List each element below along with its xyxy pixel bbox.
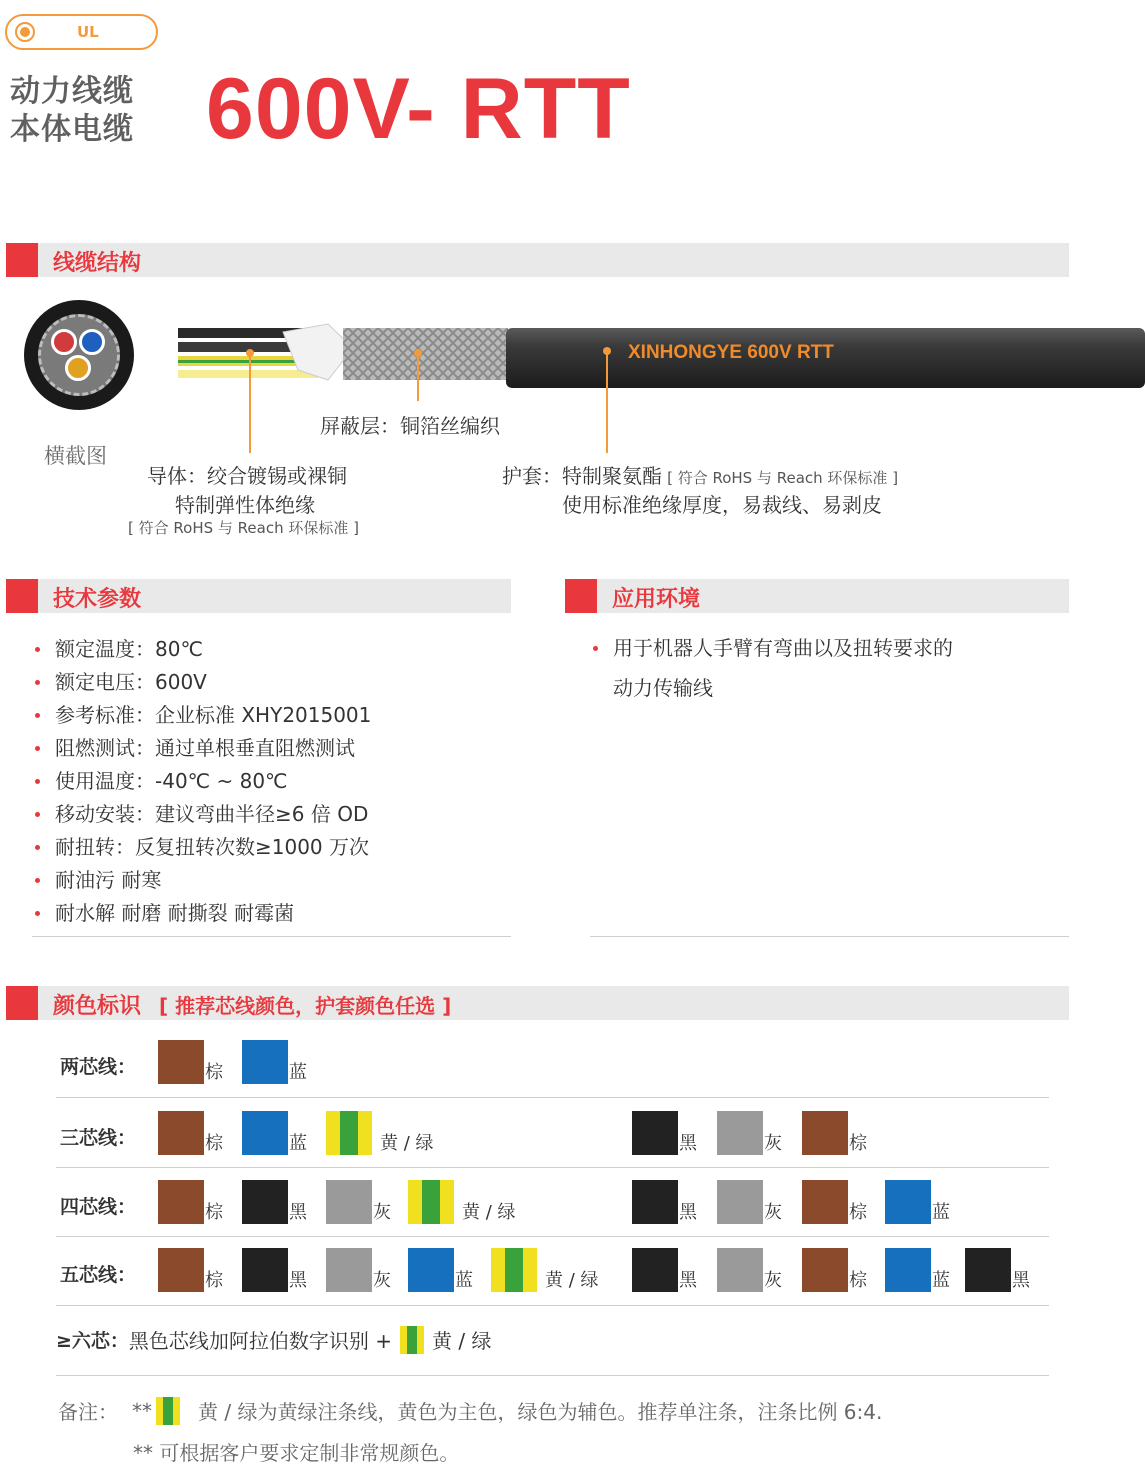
color-chip-gray (326, 1180, 372, 1224)
conductor-pointer-line (249, 353, 251, 453)
color-chip-label: 蓝 (932, 1202, 950, 1223)
shield-pointer-line (417, 353, 419, 401)
color-chip-label: 黄 / 绿 (462, 1202, 516, 1223)
color-chip-label: 棕 (849, 1133, 867, 1154)
color-chip-yellow-green (408, 1180, 454, 1224)
color-chip-black (242, 1180, 288, 1224)
color-chip-label: 黄 / 绿 (545, 1270, 599, 1291)
specs-list (32, 633, 371, 930)
color-chip-black (242, 1248, 288, 1292)
note-line-1: 黄 / 绿为黄绿注条线，黄色为主色，绿色为辅色。推荐单注条，注条比例 6:4. (198, 1400, 883, 1424)
wire-light (178, 370, 318, 378)
color-chip-label: 黑 (679, 1202, 697, 1223)
spec-item: 耐扭转：反复扭转次数≥1000 万次 (32, 831, 371, 864)
application-divider (590, 936, 1069, 937)
category-line-2: 本体电缆 (10, 112, 134, 147)
color-chip-label: 灰 (764, 1270, 782, 1291)
sheath-pointer-line (606, 351, 608, 453)
core-count-label: 两芯线： (60, 1056, 137, 1078)
sheath-detail-label: 使用标准绝缘厚度，易裁线、易剥皮 (562, 493, 882, 517)
yellow-green-stripe-icon (156, 1397, 180, 1425)
application-list (590, 632, 953, 665)
color-chip-label: 棕 (205, 1202, 223, 1223)
row-divider (56, 1305, 1049, 1306)
color-chip-gray (717, 1248, 763, 1292)
note-label: 备注： (58, 1400, 118, 1424)
color-chip-label: 灰 (373, 1202, 391, 1223)
color-chip-brown (158, 1248, 204, 1292)
cable-cross-section-image (24, 300, 134, 410)
note-line-2: ** 可根据客户要求定制非常规颜色。 (133, 1441, 460, 1465)
color-chip-label: 灰 (373, 1270, 391, 1291)
color-chip-label: 黑 (679, 1133, 697, 1154)
category-line-1: 动力线缆 (10, 74, 134, 109)
color-chip-label: 蓝 (455, 1270, 473, 1291)
row-divider (56, 1097, 1049, 1098)
core-yellow (65, 355, 91, 381)
ul-badge-label: UL (77, 23, 99, 41)
color-chip-yellow-green (326, 1111, 372, 1155)
six-plus-label: ≥六芯： (56, 1330, 129, 1352)
color-chip-black (632, 1180, 678, 1224)
color-chip-brown (158, 1111, 204, 1155)
color-chip-blue (885, 1248, 931, 1292)
colors-hint: [ 推荐芯线颜色，护套颜色任选 ] (159, 994, 452, 1018)
color-chip-label: 灰 (764, 1202, 782, 1223)
conductor-label: 导体：绞合镀锡或裸铜 (147, 464, 347, 488)
row-divider (56, 1167, 1049, 1168)
color-chip-label: 棕 (205, 1062, 223, 1083)
color-chip-black (632, 1248, 678, 1292)
application-section-bar (565, 579, 1069, 613)
color-chip-gray (326, 1248, 372, 1292)
color-chip-label: 蓝 (289, 1062, 307, 1083)
core-count-label: 三芯线： (60, 1127, 137, 1149)
six-plus-yg-label: 黄 / 绿 (432, 1329, 492, 1353)
application-item: 用于机器人手臂有弯曲以及扭转要求的 (590, 632, 953, 665)
colors-section-bar (6, 986, 1069, 1020)
specs-divider (32, 936, 511, 937)
color-chip-label: 棕 (205, 1133, 223, 1154)
six-plus-text: 黑色芯线加阿拉伯数字识别 + (128, 1329, 393, 1353)
color-chip-blue (885, 1180, 931, 1224)
color-chip-blue (242, 1040, 288, 1084)
six-plus-row (56, 1325, 492, 1354)
note-row (58, 1396, 882, 1425)
color-chip-label: 黑 (289, 1202, 307, 1223)
spec-item: 移动安装：建议弯曲半径≥6 倍 OD (32, 798, 371, 831)
spec-item: 使用温度：-40℃ ~ 80℃ (32, 765, 371, 798)
radio-dot-icon (15, 22, 35, 42)
application-section-title: 应用环境 (612, 587, 701, 612)
core-count-label: 四芯线： (60, 1196, 137, 1218)
color-chip-label: 黑 (289, 1270, 307, 1291)
section-marker-icon (6, 243, 38, 277)
color-chip-brown (802, 1248, 848, 1292)
ul-certification-badge (5, 14, 158, 50)
color-chip-label: 黑 (679, 1270, 697, 1291)
yellow-green-stripe-icon (400, 1326, 424, 1354)
sheath-label: 护套：特制聚氨酯 (502, 464, 662, 488)
spec-item: 额定温度：80℃ (32, 633, 371, 666)
shield-ring (38, 314, 120, 396)
conductor-rohs-note: [ 符合 RoHS 与 Reach 环保标准 ] (128, 519, 359, 537)
row-divider (56, 1236, 1049, 1237)
specs-section-bar (6, 579, 511, 613)
specs-section-title: 技术参数 (53, 587, 142, 612)
application-item-continued: 动力传输线 (613, 676, 713, 700)
color-chip-label: 棕 (849, 1202, 867, 1223)
color-chip-label: 棕 (205, 1270, 223, 1291)
color-chip-brown (158, 1040, 204, 1084)
spec-item: 额定电压：600V (32, 666, 371, 699)
core-blue (79, 329, 105, 355)
shield-label: 屏蔽层：铜箔丝编织 (320, 414, 500, 438)
spec-item: 阻燃测试：通过单根垂直阻燃测试 (32, 732, 371, 765)
color-chip-gray (717, 1111, 763, 1155)
cross-section-label: 横截图 (44, 444, 107, 468)
sheath-rohs-note: [ 符合 RoHS 与 Reach 环保标准 ] (667, 469, 899, 487)
color-chip-label: 黄 / 绿 (380, 1133, 434, 1154)
color-chip-label: 蓝 (932, 1270, 950, 1291)
model-title: 600V- RTT (206, 61, 631, 157)
spec-item: 耐油污 耐寒 (32, 864, 371, 897)
color-chip-black (632, 1111, 678, 1155)
note-prefix: ** (132, 1398, 152, 1423)
color-chip-label: 蓝 (289, 1133, 307, 1154)
core-count-label: 五芯线： (60, 1264, 137, 1286)
color-chip-label: 棕 (849, 1270, 867, 1291)
section-marker-icon (6, 579, 38, 613)
color-chip-brown (158, 1180, 204, 1224)
insulation-label: 特制弹性体绝缘 (175, 493, 315, 517)
structure-section-title: 线缆结构 (53, 251, 142, 276)
sheath-label-row (502, 460, 898, 489)
color-chip-blue (242, 1111, 288, 1155)
color-chip-yellow-green (491, 1248, 537, 1292)
colors-title: 颜色标识 (53, 994, 142, 1019)
spec-item: 耐水解 耐磨 耐撕裂 耐霉菌 (32, 897, 371, 930)
core-red (51, 329, 77, 355)
color-chip-brown (802, 1180, 848, 1224)
jacket-print-text: XINHONGYE 600V RTT (628, 342, 834, 363)
color-chip-brown (802, 1111, 848, 1155)
section-marker-icon (565, 579, 597, 613)
colors-divider (56, 1375, 1049, 1376)
color-chip-label: 灰 (764, 1133, 782, 1154)
color-chip-black (965, 1248, 1011, 1292)
colors-section-title (53, 989, 451, 1020)
spec-item: 参考标准：企业标准 XHY2015001 (32, 699, 371, 732)
section-marker-icon (6, 986, 38, 1020)
braided-shield (343, 328, 508, 380)
structure-section-bar (6, 243, 1069, 277)
color-chip-label: 黑 (1012, 1270, 1030, 1291)
color-chip-blue (408, 1248, 454, 1292)
color-chip-gray (717, 1180, 763, 1224)
